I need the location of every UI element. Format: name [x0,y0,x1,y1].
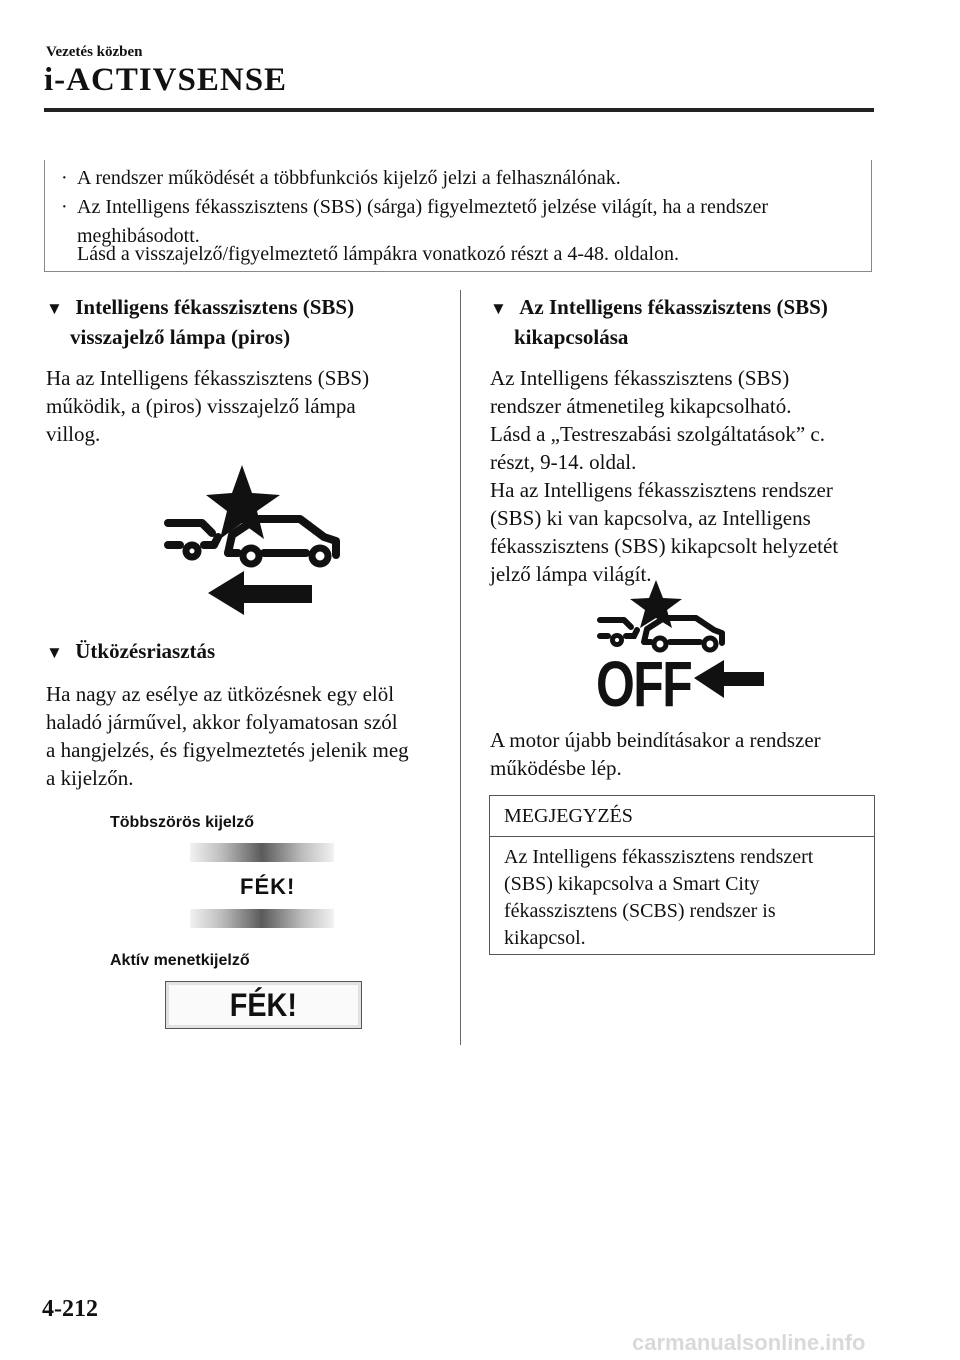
chapter-title: i-ACTIVSENSE [44,62,288,98]
multi-display-bar-bottom [190,909,334,928]
body-text: működik, a (piros) visszajelző lámpa [46,394,356,418]
body-text: Lásd a „Testreszabási szolgáltatások” c. [490,422,825,446]
multi-display-label: Többszörös kijelző [110,814,255,831]
body-text: Az Intelligens fékasszisztens (SBS) [490,366,790,390]
body-text: Ha az Intelligens fékasszisztens rendszer [490,478,833,502]
sbs-indicator-heading-cont: visszajelző lámpa (piros) [70,325,291,349]
notice-line: A rendszer működését a többfunkciós kijelző jelzi a felhasználónak. [77,167,621,189]
triangle-marker-icon: ▼ [490,299,507,318]
active-display-label: Aktív menetkijelző [110,952,250,969]
notice-line: meghibásodott. [77,225,200,247]
body-text: működésbe lép. [490,756,622,780]
sbs-off-heading-cont: kikapcsolása [514,325,629,349]
multi-display-bar-top [190,843,334,862]
note-text: (SBS) kikapcsolva a Smart City [504,873,760,895]
body-text: Ha az Intelligens fékasszisztens (SBS) [46,366,370,390]
notice-box [44,160,872,272]
sbs-warning-icon [160,465,360,615]
triangle-marker-icon: ▼ [46,643,63,662]
body-text: villog. [46,422,101,446]
active-display-brake-text: FÉK! [229,987,298,1023]
notice-line: Lásd a visszajelző/figyelmeztető lámpákra vonatkozó részt a 4-48. oldalon. [77,243,680,265]
page-number: 4-212 [42,1296,98,1322]
body-text: Ha nagy az esélye az ütközésnek egy elöl [46,682,395,706]
off-label: OFF [596,648,692,720]
column-divider [460,290,461,1045]
notice-bullet: · [61,167,68,189]
body-text: részt, 9-14. oldal. [490,450,637,474]
body-text: A motor újabb beindításakor a rendszer [490,728,821,752]
notice-bullet: · [61,196,68,218]
body-text: fékasszisztens (SBS) kikapcsolt helyzetét [490,534,839,558]
body-text: jelző lámpa világít. [490,562,652,586]
collision-warning-heading: ▼ Ütközésriasztás [46,636,215,668]
triangle-marker-icon: ▼ [46,299,63,318]
body-text: a kijelzőn. [46,766,134,790]
note-text: kikapcsol. [504,927,586,949]
note-text: Az Intelligens fékasszisztens rendszert [504,846,814,868]
watermark: carmanualsonline.info [632,1330,866,1355]
active-driving-display [165,981,362,1029]
sbs-indicator-heading: ▼ Intelligens fékasszisztens (SBS) [46,292,354,324]
body-text: rendszer átmenetileg kikapcsolható. [490,394,792,418]
body-text: (SBS) ki van kapcsolva, az Intelligens [490,506,811,530]
note-text: fékasszisztens (SCBS) rendszer is [504,900,776,922]
notice-line: Az Intelligens fékasszisztens (SBS) (sárga) figyelmeztető jelzése világít, ha a rendszer [77,196,769,218]
sbs-off-heading: ▼ Az Intelligens fékasszisztens (SBS) [490,292,828,324]
section-label: Vezetés közben [46,44,143,60]
header-divider [44,108,874,112]
body-text: a hangjelzés, és figyelmeztetés jelenik meg [46,738,409,762]
note-title: MEGJEGYZÉS [490,796,874,837]
body-text: haladó járművel, akkor folyamatosan szól [46,710,398,734]
note-box [489,795,875,955]
multi-display-brake-text: FÉK! [240,874,296,899]
